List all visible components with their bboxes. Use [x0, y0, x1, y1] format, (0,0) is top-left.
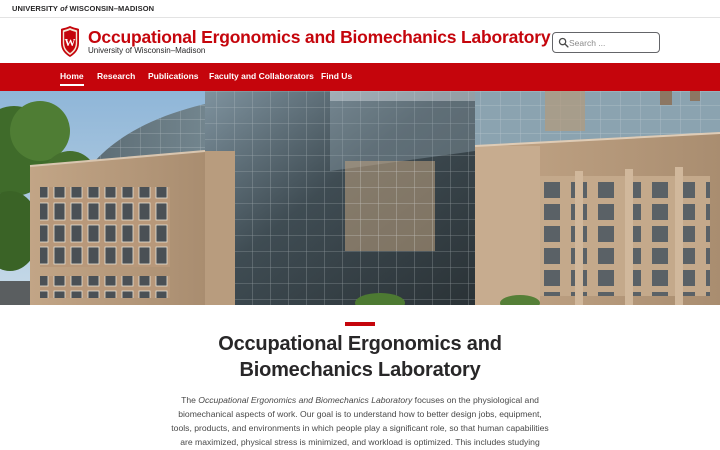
site-subtitle: University of Wisconsin–Madison — [88, 46, 206, 55]
site-title[interactable]: Occupational Ergonomics and Biomechanics Laboratory — [88, 27, 551, 47]
search-icon[interactable] — [558, 37, 569, 48]
nav-publications[interactable]: Publications — [148, 71, 199, 81]
page-title-line-1: Occupational Ergonomics and — [218, 333, 502, 355]
search-box[interactable] — [552, 32, 660, 53]
nav-faculty-and-collaborators[interactable]: Faculty and Collaborators — [209, 71, 314, 81]
lab-name-emphasis: Occupational Ergonomics and Biomechanics Laboratory — [198, 395, 413, 405]
intro-paragraph: The Occupational Ergonomics and Biomechanics Laboratory focuses on the physiological and biomechanical aspects of work. Our goal is to understand how to better design jobs, equipment, tools, products, and environments in which people play a significant role, so that human capabilities are maximized, physical stress is minimized, and workload is optimized. This includes studying — [171, 395, 549, 447]
site-header — [0, 18, 720, 63]
search-input[interactable] — [569, 34, 657, 51]
main-nav — [0, 63, 720, 91]
crest-letter: W — [64, 37, 76, 49]
hero-building-photo — [0, 91, 720, 305]
page-title — [160, 331, 560, 383]
nav-home[interactable]: Home — [60, 71, 84, 81]
title-accent-bar — [345, 322, 375, 326]
nav-find-us[interactable]: Find Us — [321, 71, 353, 81]
nav-research[interactable]: Research — [97, 71, 136, 81]
uw-crest-icon[interactable] — [60, 26, 80, 57]
building-photo — [0, 91, 720, 305]
main-content — [0, 305, 720, 450]
page-title-line-2: Biomechanics Laboratory — [239, 359, 481, 381]
university-bar — [0, 0, 720, 18]
university-home-link[interactable]: UNIVERSITY of WISCONSIN–MADISON — [12, 4, 155, 13]
